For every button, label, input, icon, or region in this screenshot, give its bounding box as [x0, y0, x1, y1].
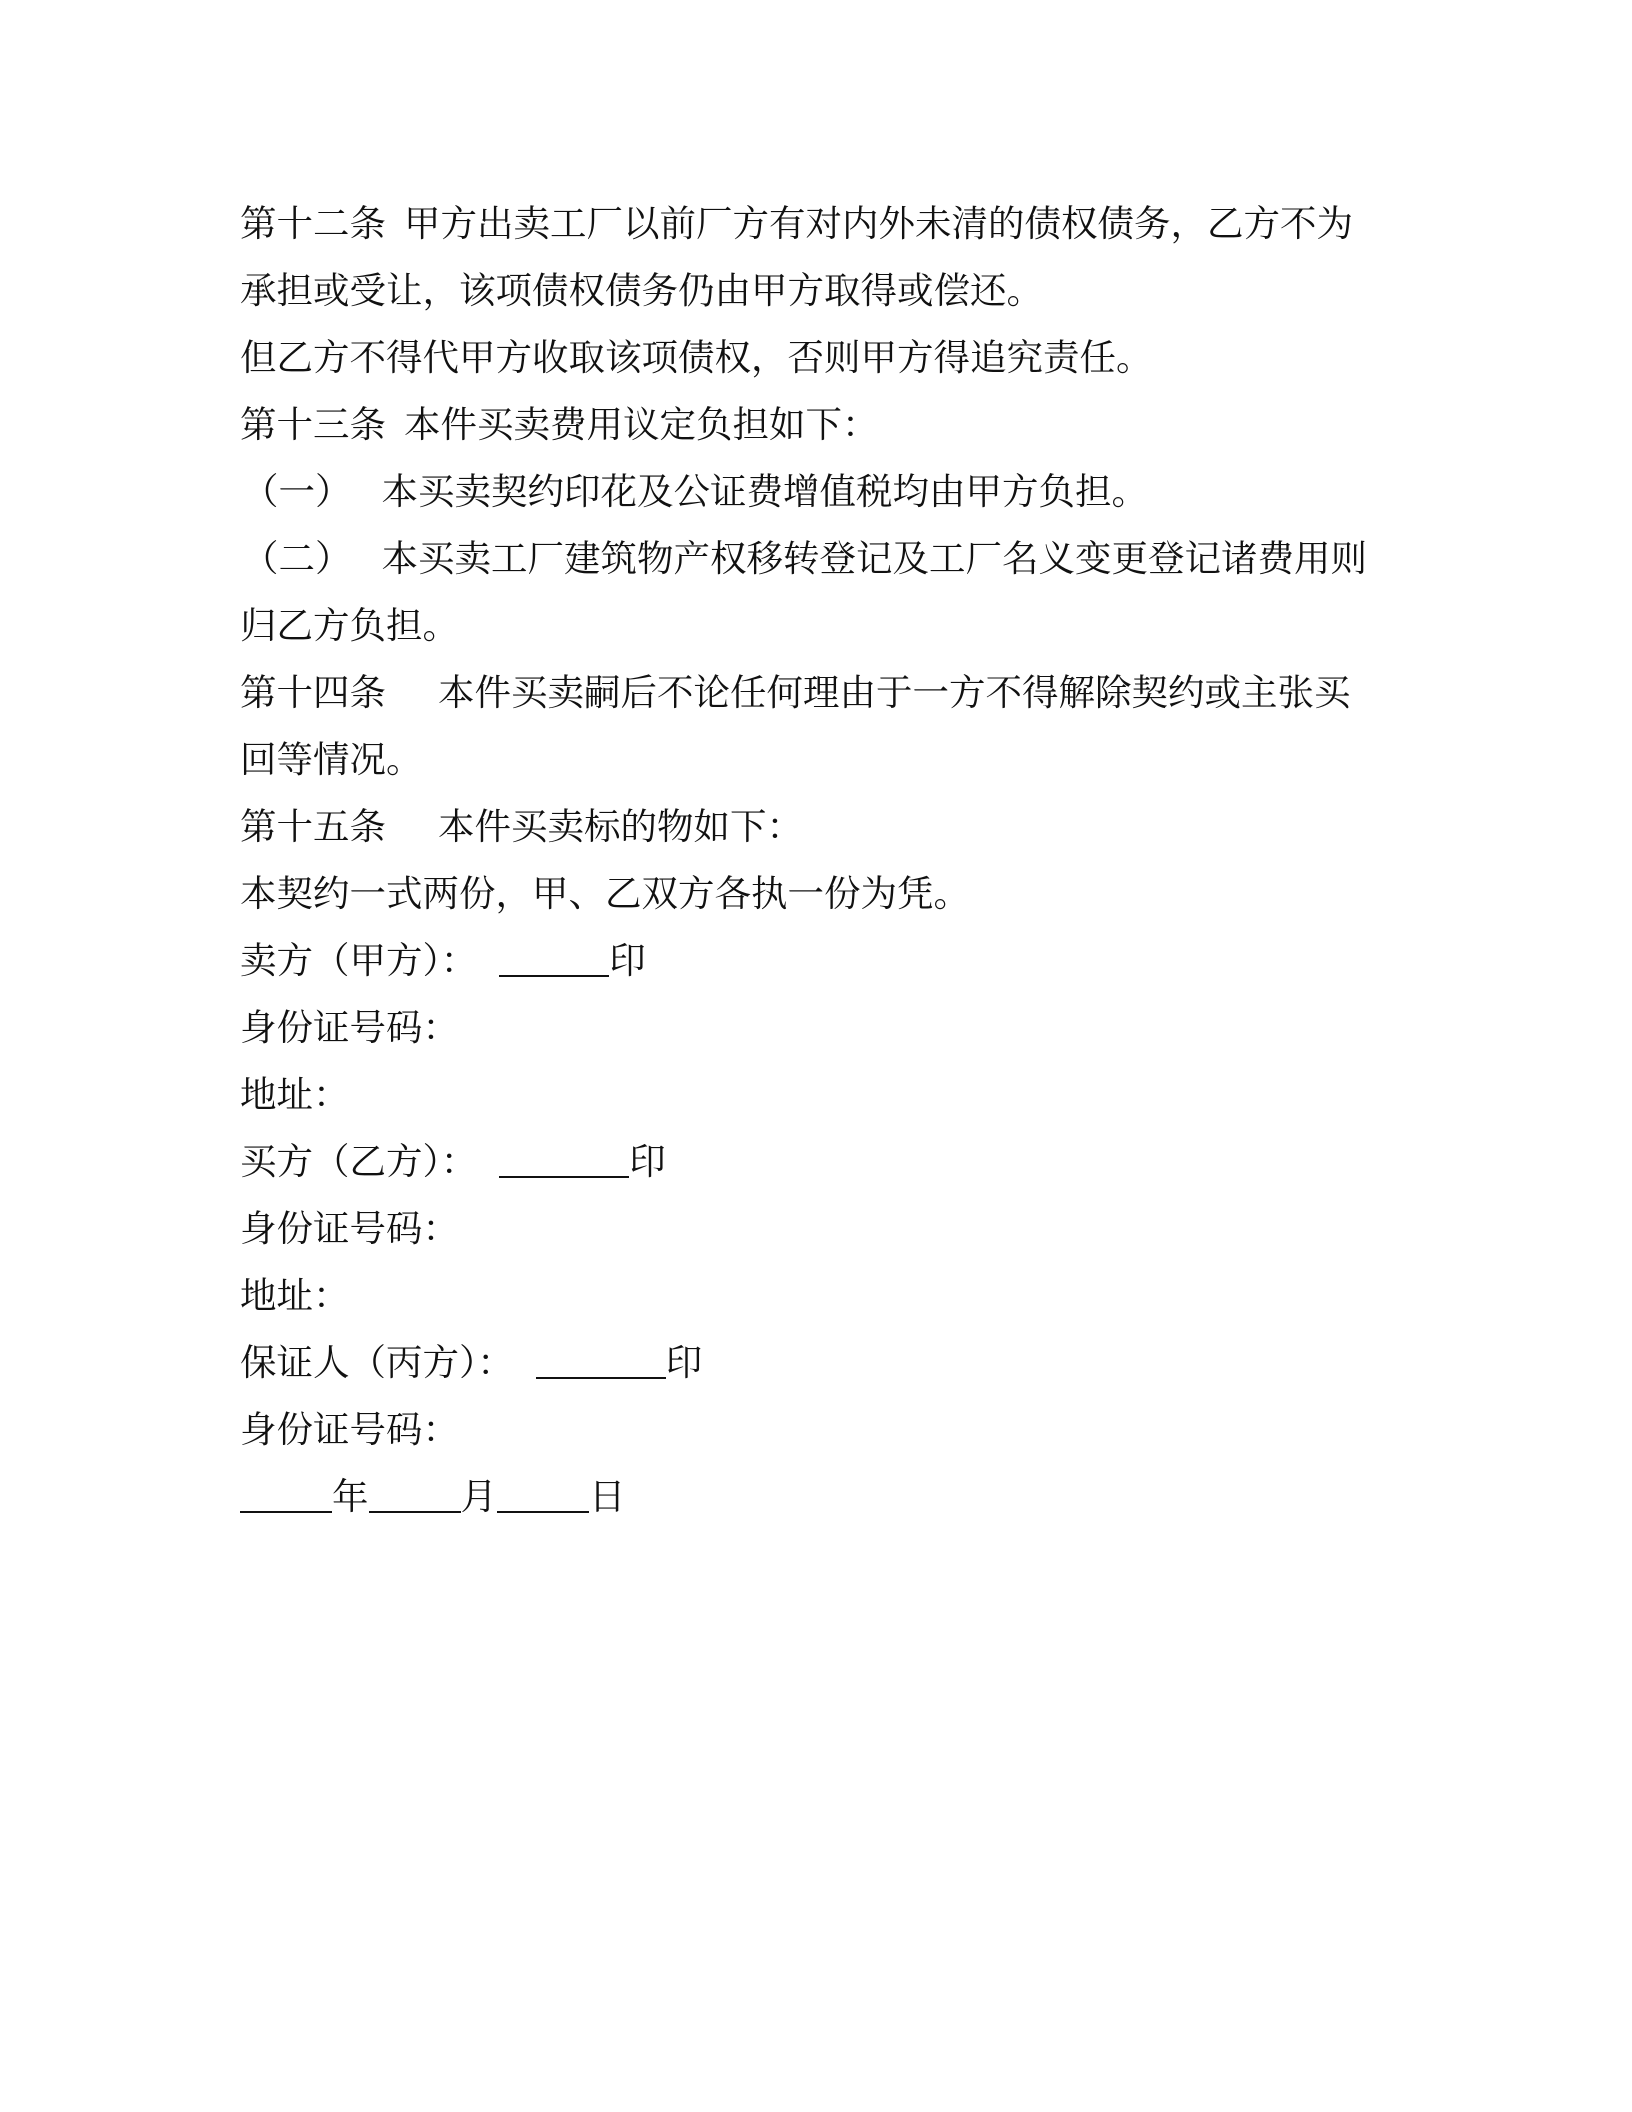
buyer-id-label: 身份证号码： [240, 1207, 459, 1250]
article-14-heading: 第十四条 [240, 671, 386, 714]
article-12-heading: 第十二条 [240, 202, 386, 245]
article-13-item-2-line-1 [240, 525, 1380, 592]
article-13-item-1 [240, 458, 1380, 525]
article-13-item-2-line-2 [240, 592, 1380, 659]
contract-body [240, 190, 1380, 1530]
article-13-item-2-text-2: 归乙方负担。 [240, 604, 459, 647]
article-14-line-2 [240, 726, 1380, 793]
guarantor-id-label: 身份证号码： [240, 1408, 459, 1451]
buyer-address-line [240, 1262, 1380, 1329]
buyer-id-line [240, 1195, 1380, 1262]
seller-id-line [240, 994, 1380, 1061]
article-14-line-1 [240, 659, 1380, 726]
article-15-line [240, 793, 1380, 860]
buyer-signature-line [240, 1128, 1380, 1195]
buyer-signature-field[interactable] [499, 1140, 629, 1178]
seller-label: 卖方（甲方）： [240, 939, 478, 982]
copies-statement [240, 860, 1380, 927]
year-label: 年 [332, 1475, 369, 1518]
seller-address-line [240, 1061, 1380, 1128]
guarantor-seal: 印 [665, 1341, 703, 1384]
year-field[interactable] [240, 1475, 332, 1513]
article-12-text-2: 承担或受让，该项债权债务仍由甲方取得或偿还。 [240, 269, 1043, 312]
day-label: 日 [589, 1475, 626, 1518]
seller-address-label: 地址： [240, 1073, 350, 1116]
article-12-text-1: 甲方出卖工厂以前厂方有对内外未清的债权债务，乙方不为 [404, 202, 1353, 245]
article-15-heading: 第十五条 [240, 805, 386, 848]
article-13-heading: 第十三条 [240, 403, 386, 446]
guarantor-signature-line [240, 1329, 1380, 1396]
article-12-line-3 [240, 324, 1380, 391]
seller-id-label: 身份证号码： [240, 1006, 459, 1049]
month-field[interactable] [369, 1475, 461, 1513]
seller-signature-line [240, 927, 1380, 994]
seller-signature-field[interactable] [499, 939, 609, 977]
article-13-intro: 本件买卖费用议定负担如下： [404, 403, 879, 446]
buyer-label: 买方（乙方）： [240, 1140, 478, 1183]
month-label: 月 [460, 1475, 497, 1518]
article-12-line-2 [240, 257, 1380, 324]
buyer-address-label: 地址： [240, 1274, 350, 1317]
article-15-text: 本件买卖标的物如下： [438, 805, 803, 848]
guarantor-id-line [240, 1396, 1380, 1463]
article-14-text-1: 本件买卖嗣后不论任何理由于一方不得解除契约或主张买 [438, 671, 1351, 714]
copies-text: 本契约一式两份，甲、乙双方各执一份为凭。 [240, 872, 970, 915]
date-line [240, 1463, 1380, 1530]
article-13-item-2-label: （二） [242, 537, 352, 580]
day-field[interactable] [497, 1475, 589, 1513]
guarantor-signature-field[interactable] [536, 1341, 666, 1379]
article-13-item-2-text-1: 本买卖工厂建筑物产权移转登记及工厂名义变更登记诸费用则 [381, 537, 1367, 580]
article-13-item-1-label: （一） [242, 470, 352, 513]
guarantor-label: 保证人（丙方）： [240, 1341, 514, 1384]
buyer-seal: 印 [629, 1140, 666, 1183]
article-12-text-3: 但乙方不得代甲方收取该项债权，否则甲方得追究责任。 [240, 336, 1153, 379]
article-12-line-1 [240, 190, 1380, 257]
article-13-line-1 [240, 391, 1380, 458]
seller-seal: 印 [609, 939, 646, 982]
article-14-text-2: 回等情况。 [240, 738, 423, 781]
article-13-item-1-text: 本买卖契约印花及公证费增值税均由甲方负担。 [381, 470, 1148, 513]
